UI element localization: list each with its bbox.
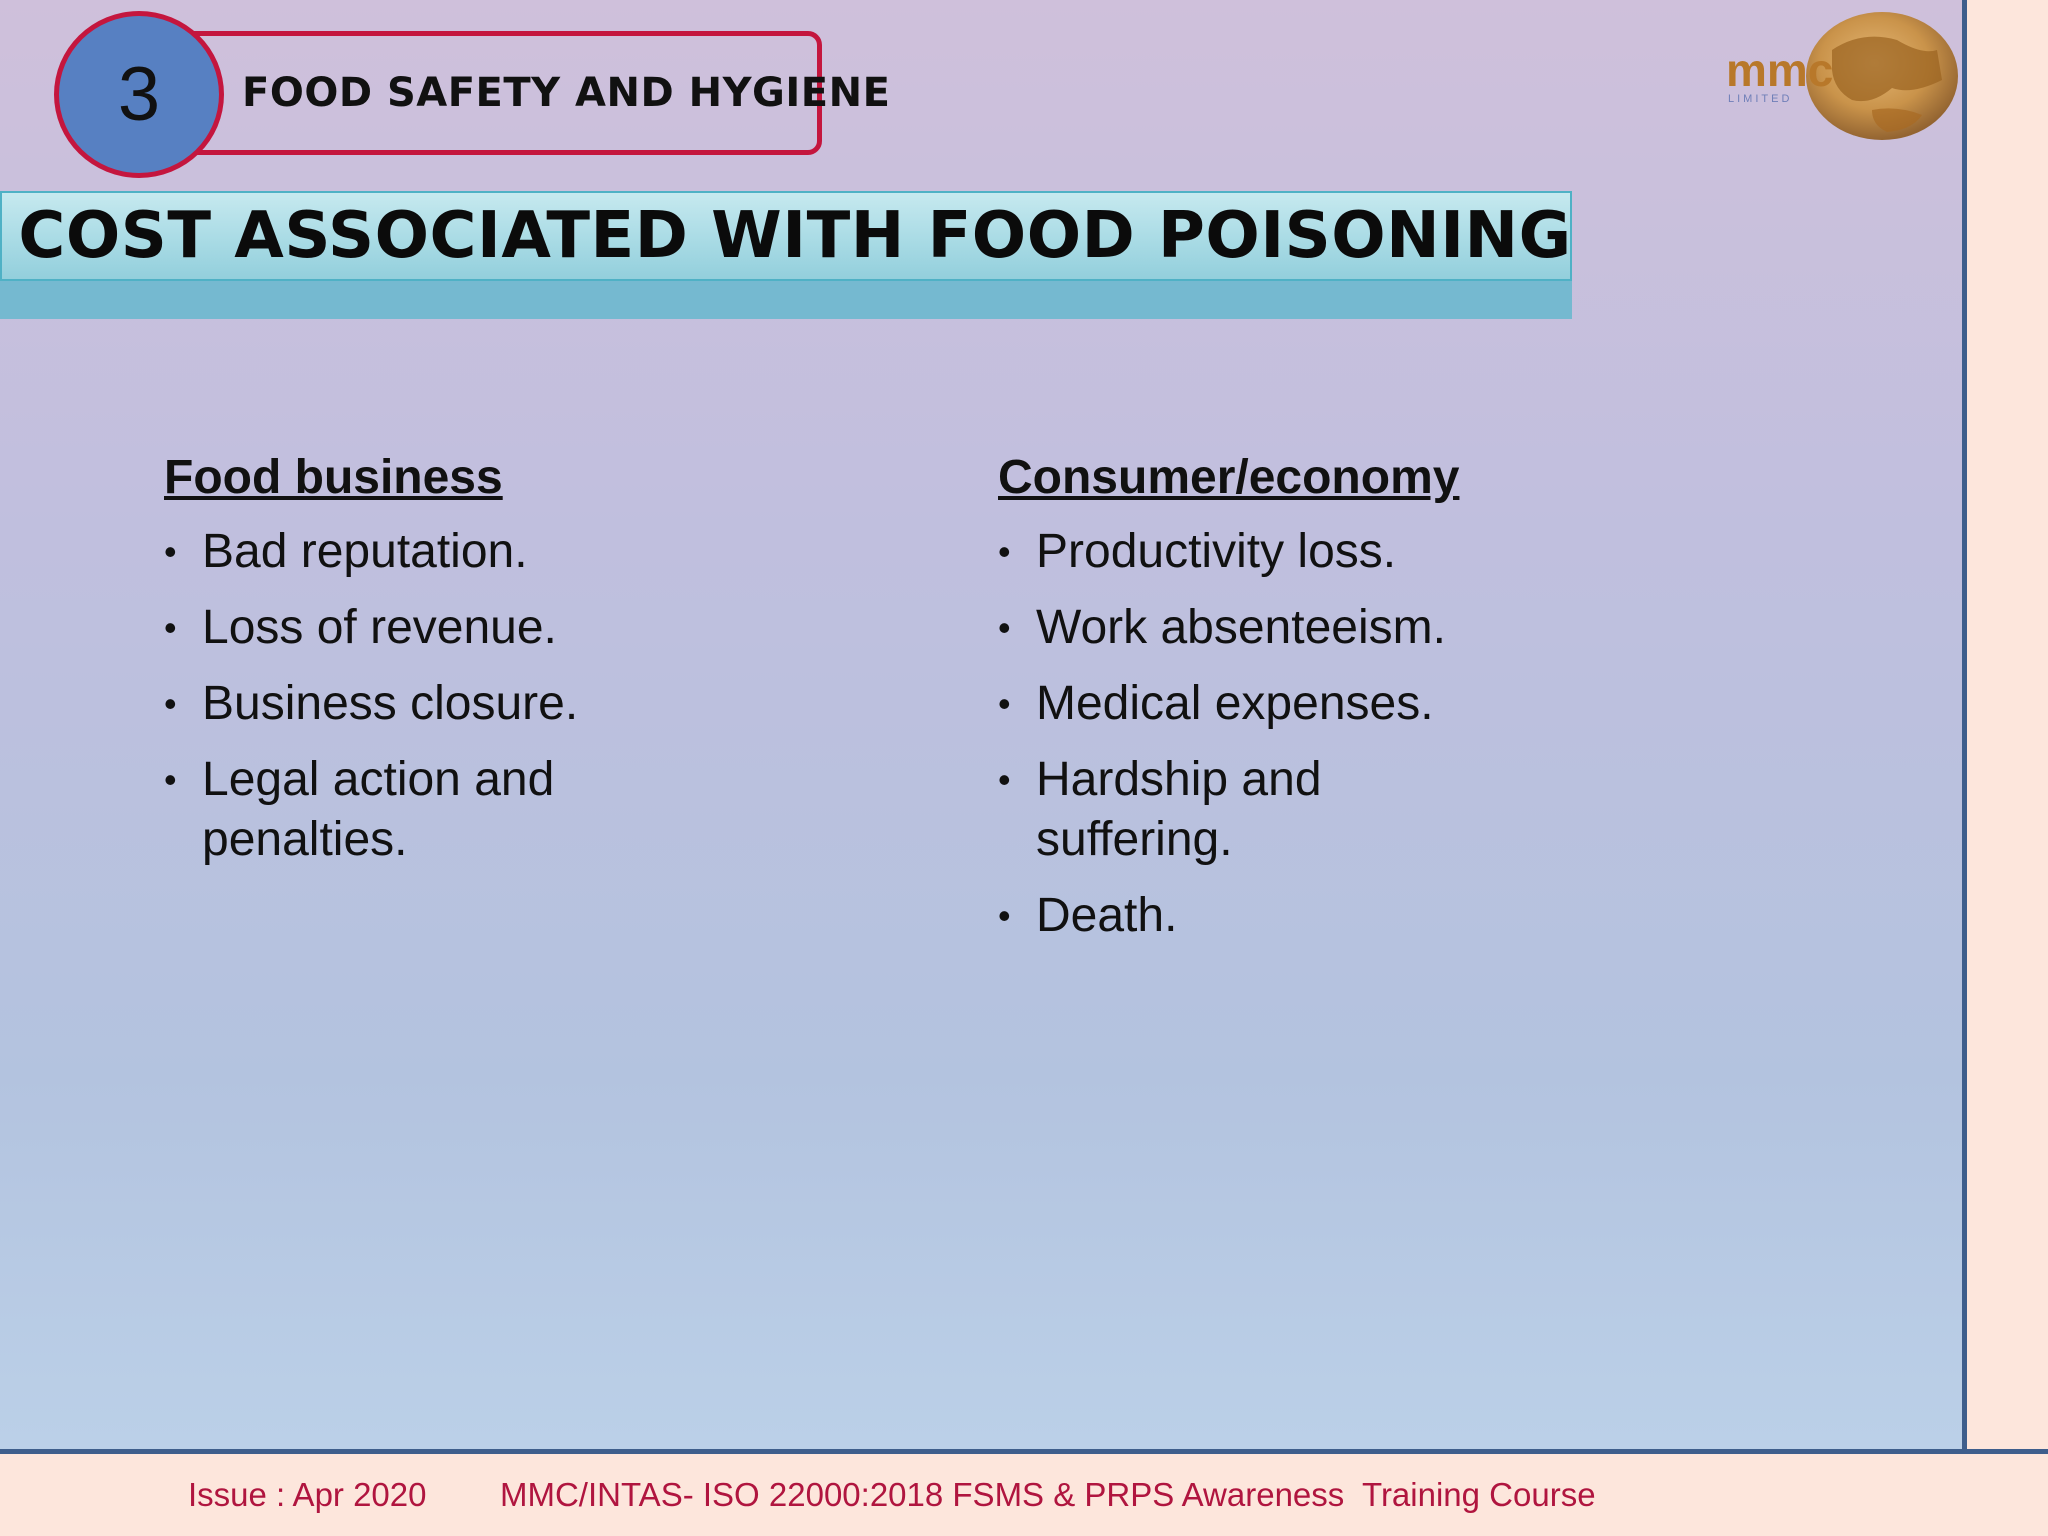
list-item bbox=[998, 522, 1718, 582]
list-item-text: Bad reputation. bbox=[202, 525, 528, 578]
consumer-economy-column bbox=[998, 448, 1718, 962]
bullet-icon: • bbox=[164, 759, 177, 800]
list-item-text: Hardship and suffering. bbox=[1036, 753, 1322, 866]
list-item-text: Business closure. bbox=[202, 677, 579, 730]
slide-title: COST ASSOCIATED WITH FOOD POISONING bbox=[18, 199, 1572, 273]
right-side-strip bbox=[1962, 0, 2048, 1450]
list-item bbox=[998, 674, 1718, 734]
list-item bbox=[998, 598, 1718, 658]
list-item-text: Productivity loss. bbox=[1036, 525, 1397, 578]
globe-logo-icon bbox=[1722, 10, 1960, 146]
bullet-list bbox=[998, 522, 1718, 946]
bullet-icon: • bbox=[998, 895, 1011, 936]
section-number: 3 bbox=[117, 52, 161, 137]
list-item-text: Work absenteeism. bbox=[1036, 601, 1446, 654]
footer-issue-date: Issue : Apr 2020 bbox=[188, 1476, 427, 1513]
bullet-icon: • bbox=[998, 607, 1011, 648]
food-business-column bbox=[164, 448, 884, 886]
logo-text: mmc bbox=[1726, 44, 1834, 96]
footer-course-title: MMC/INTAS- ISO 22000:2018 FSMS & PRPS Awareness Training Course bbox=[500, 1476, 1596, 1513]
list-item bbox=[164, 674, 884, 734]
bullet-list bbox=[164, 522, 884, 870]
bullet-icon: • bbox=[998, 683, 1011, 724]
list-item-text: Legal action and penalties. bbox=[202, 753, 555, 866]
slide-title-underbar bbox=[0, 281, 1572, 319]
bullet-icon: • bbox=[998, 759, 1011, 800]
list-item bbox=[164, 750, 622, 870]
list-item-text: Loss of revenue. bbox=[202, 601, 557, 654]
section-title: FOOD SAFETY AND HYGIENE bbox=[242, 70, 891, 116]
column-heading: Food business bbox=[164, 451, 503, 504]
bullet-icon: • bbox=[164, 683, 177, 724]
logo-subtext: LIMITED bbox=[1728, 93, 1793, 105]
slide-footer bbox=[0, 1449, 2048, 1536]
list-item bbox=[164, 598, 884, 658]
bullet-icon: • bbox=[164, 531, 177, 572]
bullet-icon: • bbox=[998, 531, 1011, 572]
list-item bbox=[998, 886, 1718, 946]
list-item-text: Death. bbox=[1036, 889, 1178, 942]
list-item bbox=[164, 522, 884, 582]
list-item bbox=[998, 750, 1396, 870]
column-heading: Consumer/economy bbox=[998, 451, 1460, 504]
section-number-badge bbox=[54, 11, 224, 178]
company-logo bbox=[1722, 10, 1960, 146]
list-item-text: Medical expenses. bbox=[1036, 677, 1434, 730]
bullet-icon: • bbox=[164, 607, 177, 648]
